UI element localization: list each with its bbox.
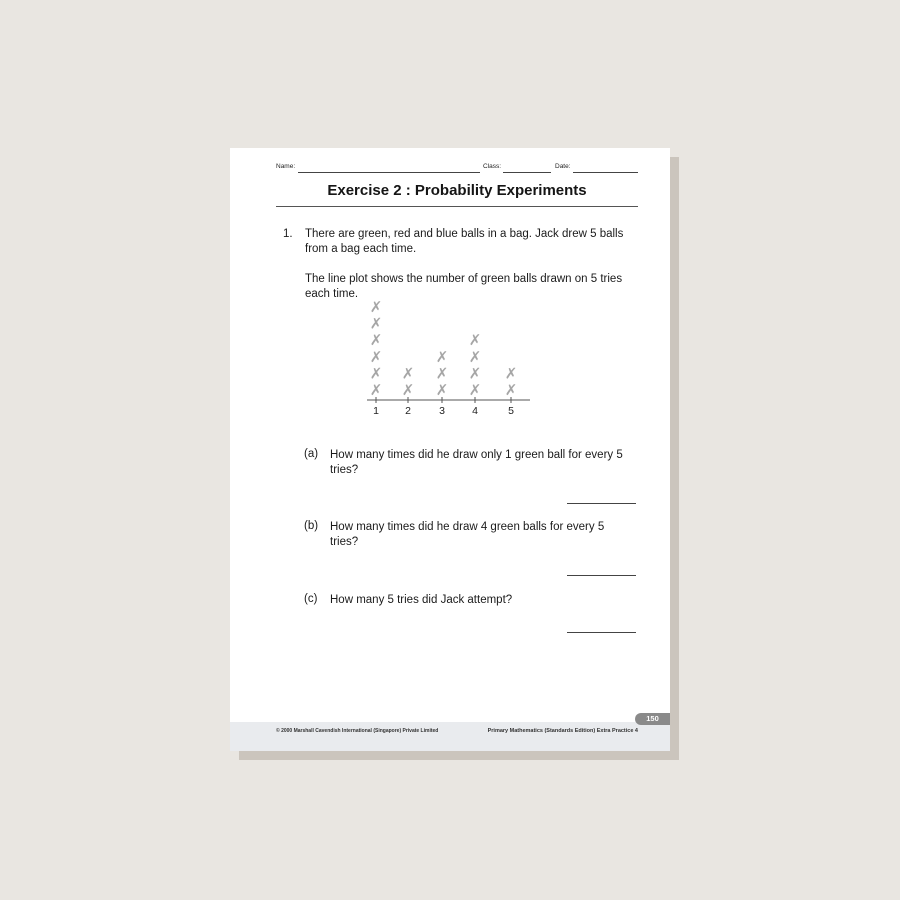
sub-question-b-letter: (b) bbox=[304, 520, 319, 532]
plot-marker: ✗ bbox=[401, 382, 415, 399]
plot-marker: ✗ bbox=[504, 365, 518, 383]
plot-tick-label-4: 4 bbox=[472, 405, 478, 417]
plot-marker: ✗ bbox=[369, 299, 383, 316]
plot-marker: ✗ bbox=[468, 348, 482, 366]
plot-tick-label-2: 2 bbox=[405, 405, 411, 417]
plot-marker: ✗ bbox=[369, 382, 383, 399]
name-label: Name: bbox=[276, 163, 296, 170]
plot-marker: ✗ bbox=[468, 382, 482, 399]
worksheet-page bbox=[230, 148, 670, 751]
plot-intro: The line plot shows the number of green balls drawn on 5 tries each time. bbox=[305, 273, 623, 300]
name-line bbox=[298, 172, 480, 173]
class-line bbox=[503, 172, 551, 173]
sub-question-b-text: How many times did he draw 4 green balls for every 5 tries? bbox=[330, 521, 605, 548]
page-title: Exercise 2 : Probability Experiments bbox=[327, 182, 587, 199]
answer-line-b[interactable] bbox=[567, 575, 636, 576]
plot-marker: ✗ bbox=[435, 365, 449, 383]
sub-question-c-text: How many 5 tries did Jack attempt? bbox=[330, 594, 513, 606]
plot-marker: ✗ bbox=[369, 365, 383, 383]
plot-marker: ✗ bbox=[435, 348, 449, 366]
class-label: Class: bbox=[483, 163, 502, 170]
plot-marker: ✗ bbox=[401, 365, 415, 383]
question-intro: There are green, red and blue balls in a bag. Jack drew 5 balls from a bag each time. bbox=[305, 228, 624, 255]
answer-line-c[interactable] bbox=[567, 632, 636, 633]
plot-tick-label-3: 3 bbox=[439, 405, 445, 417]
plot-marker: ✗ bbox=[468, 365, 482, 383]
plot-marker: ✗ bbox=[369, 332, 383, 350]
answer-line-a[interactable] bbox=[567, 503, 636, 504]
copyright-notice: © 2000 Marshall Cavendish International (Singapore) Private Limited bbox=[276, 728, 439, 734]
plot-tick-label-1: 1 bbox=[373, 405, 379, 417]
sub-question-c-letter: (c) bbox=[304, 593, 318, 605]
date-label: Date: bbox=[555, 163, 571, 170]
page-number-badge: 150 bbox=[635, 713, 670, 725]
plot-marker: ✗ bbox=[435, 382, 449, 399]
book-title: Primary Mathematics (Standards Edition) Extra Practice 4 bbox=[487, 728, 638, 734]
plot-marker: ✗ bbox=[369, 348, 383, 366]
line-plot bbox=[340, 299, 540, 433]
title-rule bbox=[276, 206, 638, 207]
sub-question-a-text: How many times did he draw only 1 green ball for every 5 tries? bbox=[330, 449, 623, 476]
plot-tick-label-5: 5 bbox=[508, 405, 514, 417]
date-line bbox=[573, 172, 638, 173]
question-number: 1. bbox=[283, 228, 293, 240]
sub-question-a-letter: (a) bbox=[304, 448, 319, 460]
plot-marker: ✗ bbox=[504, 382, 518, 399]
plot-marker: ✗ bbox=[369, 315, 383, 333]
plot-marker: ✗ bbox=[468, 332, 482, 350]
footer-band bbox=[230, 722, 670, 751]
